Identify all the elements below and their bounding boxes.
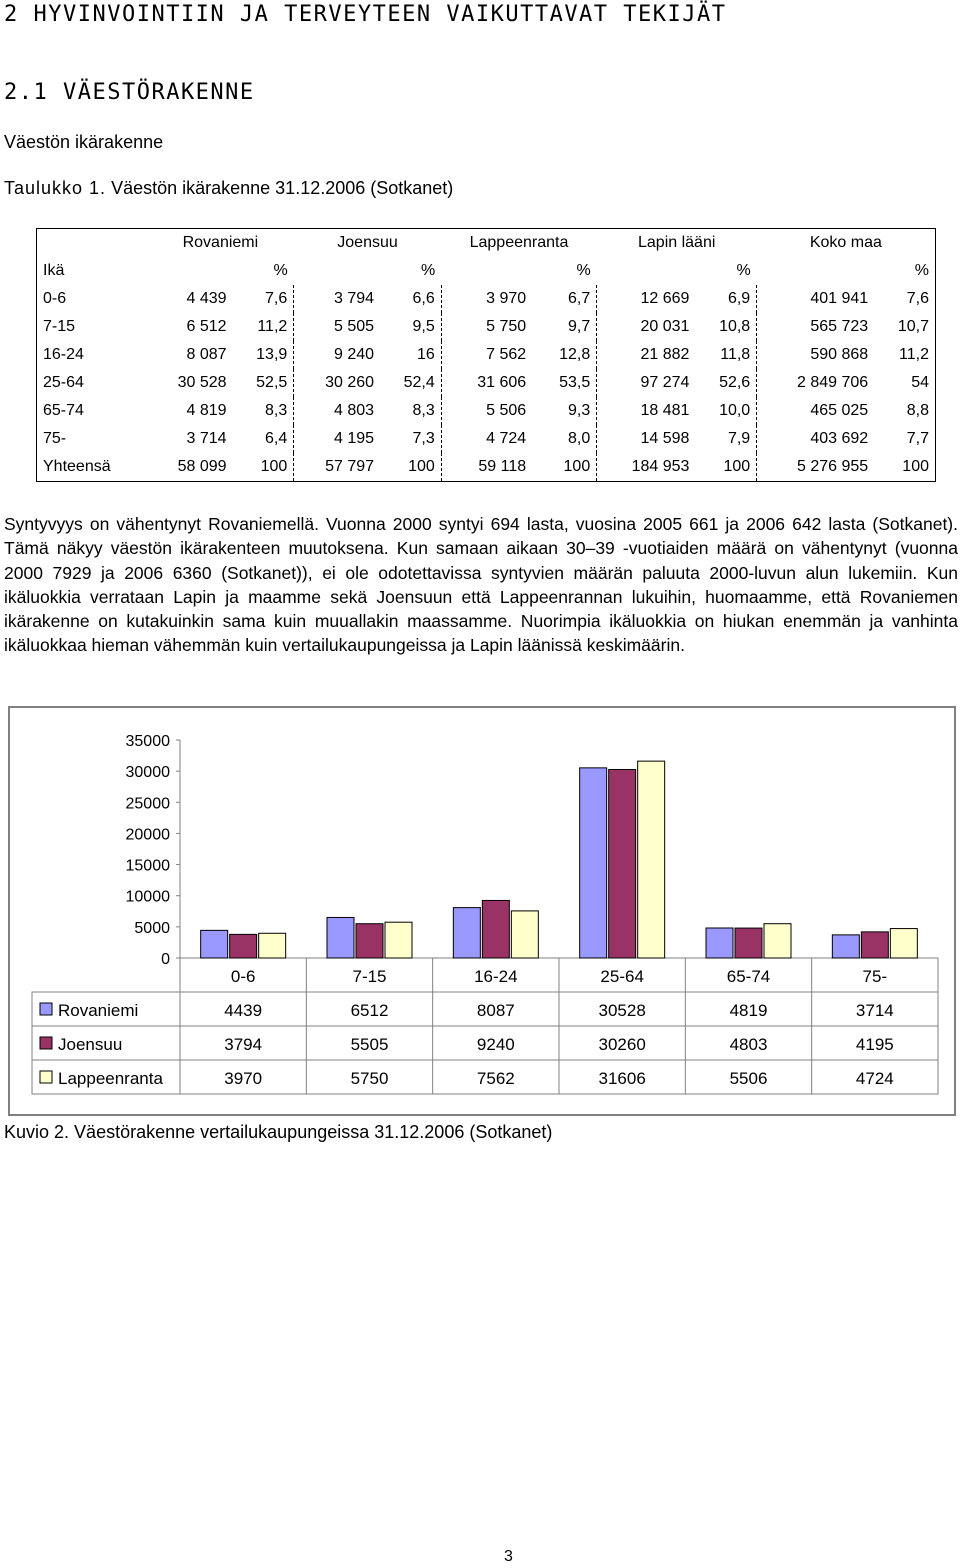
pct-header: %: [914, 262, 929, 279]
group-header: Rovaniemi: [182, 234, 259, 251]
data-value-label: 3970: [224, 1069, 263, 1088]
count-cell: 3 714: [186, 430, 227, 447]
bar: [230, 934, 257, 958]
count-cell: 5 505: [333, 318, 375, 335]
pct-header: %: [736, 262, 751, 279]
percent-cell: 8,0: [532, 425, 597, 453]
bar: [259, 933, 286, 958]
percent-cell: 100: [233, 453, 294, 482]
population-table: [36, 228, 936, 482]
table-row: [37, 397, 936, 425]
subsection-title: Väestön ikärakenne: [4, 132, 164, 152]
count-cell: 3 794: [333, 290, 375, 307]
percent-cell: 100: [902, 458, 929, 475]
data-value-label: 30260: [598, 1035, 646, 1054]
table-subheader-row: [37, 257, 936, 285]
count-cell: 5 750: [486, 318, 527, 335]
group-header: Koko maa: [809, 234, 882, 251]
percent-cell: 11,2: [899, 346, 929, 363]
percent-cell: 7,7: [906, 430, 929, 447]
bar: [735, 928, 762, 958]
table-row: [37, 285, 936, 313]
count-cell: 30 528: [177, 374, 227, 391]
population-table-body: [37, 229, 936, 482]
percent-cell: 52,4: [380, 369, 441, 397]
table-caption-text: Väestön ikärakenne 31.12.2006 (Sotkanet): [106, 178, 454, 198]
bar: [356, 924, 383, 958]
legend-swatch: [40, 1071, 52, 1083]
count-cell: 4 803: [333, 402, 375, 419]
percent-cell: 6,9: [695, 285, 756, 313]
table-corner-cell: [37, 229, 148, 258]
count-cell: 31 606: [477, 374, 527, 391]
percent-cell: 52,6: [695, 369, 756, 397]
age-group-cell: 7-15: [43, 318, 76, 335]
count-cell: 5 506: [486, 402, 527, 419]
figure-caption: [4, 1122, 552, 1143]
y-tick-label: 20000: [125, 826, 170, 844]
y-tick-label: 25000: [125, 795, 170, 813]
chapter-heading: 2 HYVINVOINTIIN JA TERVEYTEEN VAIKUTTAVAT TEKIJÄT: [4, 2, 727, 27]
count-cell: 21 882: [640, 346, 690, 363]
percent-cell: 9,3: [532, 397, 597, 425]
count-header: [757, 257, 874, 285]
count-header: [294, 257, 380, 285]
percent-cell: 10,8: [695, 313, 756, 341]
count-header: [147, 257, 233, 285]
data-value-label: 7562: [476, 1069, 515, 1088]
count-cell: 30 260: [325, 374, 375, 391]
percent-cell: 7,6: [906, 290, 929, 307]
table-group-header-row: [37, 229, 936, 258]
percent-cell: 53,5: [532, 369, 597, 397]
data-value-label: 4803: [729, 1035, 768, 1054]
count-cell: 565 723: [810, 318, 869, 335]
bar: [201, 930, 228, 958]
body-paragraph: Syntyvyys on vähentynyt Rovaniemellä. Vuonna 2000 syntyi 694 lasta, vuosina 2005 661 ja 2006 642 lasta (Sotkanet). Tämä näkyy väestön ikärakenteen muutoksena. Kun samaan aikaan 30–39 -vuotiaiden määrä on vähentynyt (vuonna 2000 7929 ja 2006 6360 (Sotkanet)), ei ole odotettavissa syntyvien määrän paluuta 2000-luvun alun lukemiin. Kun ikäluokkia verrataan Lapin ja maamme sekä Joensuun että Lappeenrannan lukuihin, huomaamme, että Rovaniemen ikärakenne on kutakuinkin sama kuin muuallakin maassamme. Nuorimpia ikäluokkia on hiukan enemmän ja vanhinta ikäluokkaa hieman vähemmän kuin vertailukaupungeissa ja Lapin läänissä keskimäärin.: [4, 514, 958, 656]
table-caption: [4, 178, 453, 199]
data-value-label: 4195: [855, 1035, 894, 1054]
bar: [511, 911, 538, 958]
count-cell: 5 276 955: [796, 458, 869, 475]
count-cell: 59 118: [478, 458, 527, 475]
table-row: [37, 313, 936, 341]
table-row: [37, 453, 936, 482]
count-cell: 9 240: [333, 346, 375, 363]
y-tick-label: 30000: [125, 764, 170, 782]
count-cell: 401 941: [810, 290, 869, 307]
percent-cell: 100: [380, 453, 441, 482]
bar: [385, 922, 412, 958]
count-cell: 8 087: [186, 346, 227, 363]
table-caption-prefix: Taulukko 1.: [4, 178, 107, 198]
percent-cell: 7,6: [233, 285, 294, 313]
age-group-cell: 0-6: [43, 290, 67, 307]
bar: [327, 917, 354, 958]
group-header: Lappeenranta: [469, 234, 569, 251]
figure-caption-text: Väestörakenne vertailukaupungeissa 31.12.2006 (Sotkanet): [69, 1122, 553, 1142]
percent-cell: 10,7: [897, 318, 929, 335]
bar: [609, 770, 636, 958]
data-value-label: 4439: [224, 1001, 263, 1020]
group-header: Lapin lääni: [638, 234, 716, 251]
count-cell: 590 868: [810, 346, 869, 363]
percent-cell: 6,4: [233, 425, 294, 453]
data-value-label: 9240: [476, 1035, 515, 1054]
count-header: [441, 257, 532, 285]
pct-header: %: [576, 262, 591, 279]
bar: [706, 928, 733, 958]
figure-caption-prefix: Kuvio 2.: [4, 1122, 70, 1142]
data-value-label: 5750: [350, 1069, 389, 1088]
percent-cell: 6,6: [380, 285, 441, 313]
count-cell: 12 669: [640, 290, 690, 307]
data-value-label: 31606: [598, 1069, 646, 1088]
count-cell: 4 439: [186, 290, 227, 307]
count-cell: 97 274: [640, 374, 690, 391]
percent-cell: 11,8: [695, 341, 756, 369]
percent-cell: 10,0: [695, 397, 756, 425]
y-tick-label: 5000: [134, 919, 170, 937]
bar: [580, 768, 607, 958]
age-group-cell: 25-64: [43, 374, 84, 391]
count-cell: 6 512: [186, 318, 227, 335]
legend-label: Rovaniemi: [58, 1001, 139, 1020]
percent-cell: 8,3: [380, 397, 441, 425]
bar: [861, 932, 888, 958]
count-cell: 7 562: [486, 346, 527, 363]
data-value-label: 6512: [350, 1001, 389, 1020]
count-cell: 14 598: [640, 430, 690, 447]
section-heading: 2.1 VÄESTÖRAKENNE: [4, 80, 255, 105]
percent-cell: 9,7: [532, 313, 597, 341]
percent-cell: 54: [911, 374, 929, 391]
percent-cell: 6,7: [532, 285, 597, 313]
percent-cell: 52,5: [233, 369, 294, 397]
pct-header: %: [273, 262, 288, 279]
bar: [764, 924, 791, 958]
table-row: [37, 369, 936, 397]
data-value-label: 4724: [855, 1069, 894, 1088]
legend-swatch: [40, 1003, 52, 1015]
percent-cell: 8,8: [906, 402, 929, 419]
legend-label: Lappeenranta: [58, 1069, 163, 1088]
age-header: Ikä: [43, 262, 65, 279]
category-label: 7-15: [352, 967, 387, 986]
data-value-label: 8087: [476, 1001, 515, 1020]
table-row: [37, 341, 936, 369]
percent-cell: 12,8: [532, 341, 597, 369]
y-tick-label: 35000: [125, 733, 170, 750]
bar: [482, 900, 509, 958]
data-value-label: 3714: [855, 1001, 894, 1020]
count-cell: 4 195: [333, 430, 375, 447]
percent-cell: 16: [380, 341, 441, 369]
percent-cell: 100: [695, 453, 756, 482]
age-group-cell: Yhteensä: [43, 458, 111, 475]
count-cell: 4 819: [186, 402, 227, 419]
bar: [890, 929, 917, 958]
y-tick-label: 15000: [125, 857, 170, 875]
table-row: [37, 425, 936, 453]
percent-cell: 7,3: [380, 425, 441, 453]
data-value-label: 3794: [224, 1035, 263, 1054]
page-number: 3: [504, 1548, 513, 1565]
category-label: 25-64: [600, 967, 644, 986]
data-value-label: 5505: [350, 1035, 389, 1054]
legend-label: Joensuu: [58, 1035, 123, 1054]
data-value-label: 30528: [598, 1001, 646, 1020]
pct-header: %: [421, 262, 436, 279]
bar: [832, 935, 859, 958]
population-chart-frame: [8, 706, 956, 1116]
data-value-label: 5506: [729, 1069, 768, 1088]
count-cell: 58 099: [177, 458, 227, 475]
count-cell: 3 970: [486, 290, 527, 307]
count-cell: 20 031: [640, 318, 690, 335]
group-header: Joensuu: [337, 234, 398, 251]
count-cell: 184 953: [631, 458, 690, 475]
percent-cell: 13,9: [233, 341, 294, 369]
population-bar-chart: [10, 708, 954, 1114]
category-label: 65-74: [726, 967, 771, 986]
bar: [453, 908, 480, 958]
count-cell: 4 724: [486, 430, 527, 447]
age-group-cell: 65-74: [43, 402, 84, 419]
percent-cell: 100: [532, 453, 597, 482]
legend-swatch: [40, 1037, 52, 1049]
y-tick-label: 0: [161, 951, 170, 968]
percent-cell: 11,2: [233, 313, 294, 341]
count-cell: 2 849 706: [796, 374, 869, 391]
percent-cell: 8,3: [233, 397, 294, 425]
age-group-cell: 16-24: [43, 346, 84, 363]
count-cell: 465 025: [810, 402, 869, 419]
y-tick-label: 10000: [125, 888, 170, 906]
age-group-cell: 75-: [43, 430, 67, 447]
category-label: 0-6: [230, 967, 256, 986]
category-label: 75-: [862, 967, 888, 986]
category-label: 16-24: [474, 967, 518, 986]
percent-cell: 7,9: [695, 425, 756, 453]
bar: [638, 761, 665, 958]
count-cell: 57 797: [325, 458, 375, 475]
data-value-label: 4819: [729, 1001, 768, 1020]
count-cell: 18 481: [640, 402, 690, 419]
count-header: [597, 257, 696, 285]
count-cell: 403 692: [810, 430, 869, 447]
percent-cell: 9,5: [380, 313, 441, 341]
